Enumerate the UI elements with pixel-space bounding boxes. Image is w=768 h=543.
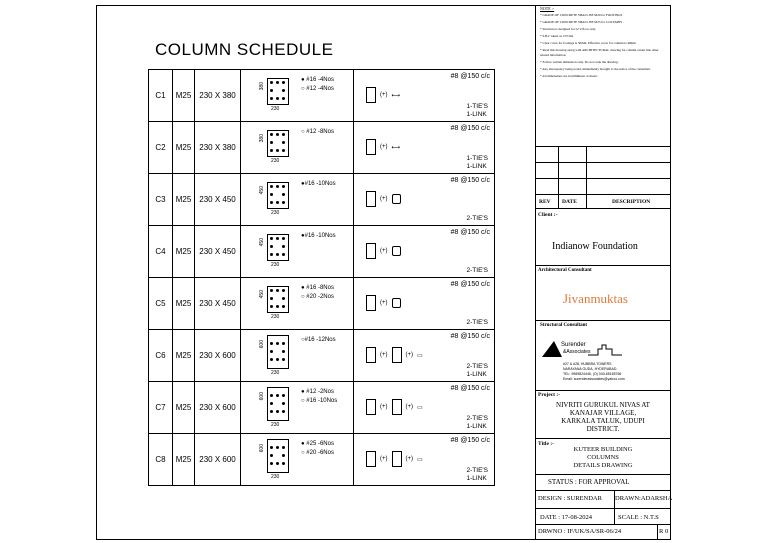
bar-spec: ● #16 -8Nos: [301, 285, 334, 291]
concrete-grade: M25: [173, 330, 195, 382]
section-depth: 450: [259, 238, 265, 247]
bar-spec: ●#16 -10Nos: [301, 233, 336, 239]
tie-shape-icon: (+) (+) ▭: [366, 399, 423, 415]
section-depth: 380: [259, 82, 265, 91]
section-outline: [267, 439, 289, 473]
tie-shape-icon: (+) (+) ▭: [366, 451, 423, 467]
divider: [657, 524, 658, 540]
concrete-grade: M25: [173, 70, 195, 122]
tie-spacing: #8 @150 c/c: [450, 73, 490, 80]
divider: [535, 194, 671, 195]
client-label: Client :-: [538, 212, 558, 218]
column-size: 230 X 600: [195, 382, 241, 434]
column-id: C6: [149, 330, 173, 382]
section-outline: [267, 182, 289, 209]
note-item: * GRADE OF CONCRETE SHALL BE M20 for FOOTINGS: [540, 13, 623, 17]
text-line: Email: surenderassociates@yahoo.com: [563, 377, 625, 381]
divider: [535, 320, 671, 321]
tie-list: [467, 415, 488, 431]
drawn-by: DRAWN:ADARSHA: [615, 495, 673, 502]
tie-spec: 1-TIE'S: [466, 155, 488, 162]
section-width: 230: [271, 262, 280, 268]
tie-detail: [354, 226, 495, 278]
tie-spec: 1-LINK: [466, 475, 487, 482]
drawing-date: DATE : 17-08-2024: [540, 514, 592, 521]
bar-spec: ● #16 -4Nos: [301, 77, 334, 83]
structural-label: Structural Consultant: [540, 323, 588, 328]
column-section: [241, 382, 354, 434]
tie-detail: [354, 122, 495, 174]
table-row: [149, 330, 495, 382]
note-item: * Structure is designed for G+2 floor only.: [540, 27, 597, 31]
column-section: [241, 122, 354, 174]
bar-spec: ○ #20 -6Nos: [301, 450, 334, 456]
client-name: Indianow Foundation: [552, 241, 638, 252]
tie-list: [467, 363, 488, 379]
column-id: C3: [149, 174, 173, 226]
bar-list: [301, 232, 336, 241]
divider: [535, 178, 671, 179]
tie-spacing: #8 @150 c/c: [450, 281, 490, 288]
divider: [535, 146, 671, 147]
project-label: Project :-: [538, 392, 561, 398]
tie-spec: 2-TIE'S: [466, 415, 488, 422]
bar-spec: ○ #16 -10Nos: [301, 398, 338, 404]
tie-spec: 1-LINK: [466, 111, 487, 118]
column-section: [241, 226, 354, 278]
section-width: 230: [271, 314, 280, 320]
column-id: C2: [149, 122, 173, 174]
note-item: * Any discrepancy being noted, immediately brought to the notice of the consultant.: [540, 67, 651, 71]
divider: [535, 438, 671, 439]
divider: [558, 146, 559, 208]
architect-label: Architectural Consultant: [538, 268, 592, 273]
tie-spec: 1-LINK: [466, 163, 487, 170]
bar-list: [301, 180, 336, 189]
drawing-title: [548, 446, 658, 470]
divider: [535, 265, 671, 266]
table-row: [149, 278, 495, 330]
column-section: [241, 434, 354, 486]
tie-spacing: #8 @150 c/c: [450, 229, 490, 236]
column-schedule-table: [148, 69, 495, 486]
tie-spec: 2-TIE'S: [466, 363, 488, 370]
concrete-grade: M25: [173, 174, 195, 226]
divider: [614, 508, 615, 524]
tie-list: [467, 155, 488, 171]
section-depth: 450: [259, 290, 265, 299]
section-outline: [267, 286, 289, 313]
text-line: COLUMNS: [587, 454, 619, 461]
note-item: * Read this drawing along with ARCHITECTURAL drawing for column center line other related information.: [540, 48, 659, 57]
note-item: * Follow written dimension only. Do not scale the drawing.: [540, 60, 619, 64]
divider: [535, 208, 671, 209]
tie-detail: [354, 330, 495, 382]
notes-heading: NOTE :-: [540, 6, 555, 11]
table-row: [149, 70, 495, 122]
tie-spacing: #8 @150 c/c: [450, 125, 490, 132]
tie-spec: 1-TIE'S: [466, 103, 488, 110]
revision-number: R 0: [659, 528, 669, 535]
text-line: KARKALA TALUK, UDUPI: [561, 417, 645, 425]
tie-list: [467, 215, 488, 223]
column-id: C5: [149, 278, 173, 330]
section-depth: 600: [259, 392, 265, 401]
note-item: * S.B.C taken as 15T/m2: [540, 34, 574, 38]
note-item: * GRADE OF CONCRETE SHALL BE M25 for COLUMNS .: [540, 20, 624, 24]
tie-list: [467, 467, 488, 483]
section-width: 230: [271, 210, 280, 216]
note-item: * All dimensions are in millimeter or meter.: [540, 74, 598, 78]
tie-shape-icon: (+) (+) ▭: [366, 347, 423, 363]
section-depth: 450: [259, 186, 265, 195]
column-section: [241, 174, 354, 226]
column-size: 230 X 380: [195, 122, 241, 174]
divider: [535, 508, 671, 509]
bar-spec: ○ #12 -8Nos: [301, 129, 334, 135]
note-item: * Clear cover for footings is 50mm. Effective cover for column is 40mm: [540, 41, 636, 45]
tie-spacing: #8 @150 c/c: [450, 437, 490, 444]
concrete-grade: M25: [173, 122, 195, 174]
bar-spec: ● #25 -6Nos: [301, 441, 334, 447]
tie-list: [467, 267, 488, 275]
concrete-grade: M25: [173, 382, 195, 434]
text-line: KUTEER BUILDING: [573, 446, 633, 453]
text-line: DETAILS DRAWING: [573, 462, 633, 469]
text-line: KANAJAR VILLAGE,: [569, 409, 637, 417]
column-size: 230 X 600: [195, 434, 241, 486]
bar-list: [301, 128, 334, 137]
tie-shape-icon: (+) ⟷: [366, 87, 400, 103]
text-line: #27 & #28, HUBBRA TOWERS: [563, 362, 612, 366]
column-size: 230 X 450: [195, 278, 241, 330]
concrete-grade: M25: [173, 434, 195, 486]
column-id: C7: [149, 382, 173, 434]
section-depth: 380: [259, 134, 265, 143]
tie-shape-icon: (+) ⟷: [366, 139, 400, 155]
table-row: [149, 122, 495, 174]
divider: [535, 524, 671, 525]
firm-name: Surender: [561, 342, 586, 348]
column-id: C4: [149, 226, 173, 278]
tie-spec: 1-LINK: [466, 423, 487, 430]
title-label: Title :-: [538, 441, 554, 447]
text-line: NARAYANA GUDA, HYDERABAD.: [563, 367, 618, 371]
section-width: 230: [271, 158, 280, 164]
tie-spacing: #8 @150 c/c: [450, 385, 490, 392]
bar-spec: ○ #12 -4Nos: [301, 86, 334, 92]
concrete-grade: M25: [173, 278, 195, 330]
divider: [535, 490, 671, 491]
section-width: 230: [271, 106, 280, 112]
tie-detail: [354, 278, 495, 330]
column-id: C8: [149, 434, 173, 486]
text-line: NIVRITI GURUKUL NIVAS AT: [556, 401, 650, 409]
section-width: 230: [271, 422, 280, 428]
tie-shape-icon: (+): [366, 243, 401, 259]
firm-address: [563, 362, 625, 382]
section-outline: [267, 335, 289, 369]
tie-spec: 1-LINK: [466, 371, 487, 378]
bar-list: [301, 336, 336, 345]
divider: [535, 162, 671, 163]
rev-header: REV: [539, 199, 551, 205]
tie-spec: 2-TIE'S: [466, 319, 488, 326]
column-size: 230 X 600: [195, 330, 241, 382]
bar-list: [301, 388, 337, 406]
tie-detail: [354, 70, 495, 122]
tie-list: [467, 319, 488, 327]
status-text: STATUS : FOR APPROVAL: [548, 478, 630, 486]
column-size: 230 X 380: [195, 70, 241, 122]
concrete-grade: M25: [173, 226, 195, 278]
column-section: [241, 330, 354, 382]
tie-detail: [354, 382, 495, 434]
section-outline: [267, 78, 289, 105]
section-depth: 600: [259, 444, 265, 453]
tie-detail: [354, 434, 495, 486]
section-outline: [267, 234, 289, 261]
drawing-scale: SCALE : N.T.S: [618, 514, 659, 521]
page-title: COLUMN SCHEDULE: [155, 40, 334, 59]
date-header: DATE: [562, 199, 577, 205]
tie-spacing: #8 @150 c/c: [450, 177, 490, 184]
bar-list: [301, 76, 334, 94]
tie-shape-icon: (+): [366, 295, 401, 311]
bar-list: [301, 284, 334, 302]
tie-shape-icon: (+): [366, 191, 401, 207]
column-section: [241, 278, 354, 330]
tie-spec: 2-TIE'S: [466, 267, 488, 274]
designer: DESIGN : SURENDAR: [538, 495, 602, 502]
section-outline: [267, 387, 289, 421]
table-row: [149, 226, 495, 278]
table-row: [149, 174, 495, 226]
column-size: 230 X 450: [195, 174, 241, 226]
description-header: DESCRIPTION: [612, 199, 651, 205]
firm-name-2: &Associates: [563, 349, 591, 355]
table-row: [149, 434, 495, 486]
bar-list: [301, 440, 334, 458]
column-id: C1: [149, 70, 173, 122]
bar-spec: ● #12 -2Nos: [301, 389, 334, 395]
bar-spec: ○#16 -12Nos: [301, 337, 336, 343]
table-row: [149, 382, 495, 434]
notes-block: [540, 6, 668, 81]
tie-detail: [354, 174, 495, 226]
text-line: TEL: 9989824446, (O) 040-65155766: [563, 372, 622, 376]
column-section: [241, 70, 354, 122]
tie-list: [467, 103, 488, 119]
divider: [535, 390, 671, 391]
tie-spacing: #8 @150 c/c: [450, 333, 490, 340]
divider: [586, 146, 587, 208]
section-outline: [267, 130, 289, 157]
text-line: DISTRICT.: [586, 425, 620, 433]
divider: [535, 474, 671, 475]
bar-spec: ○ #20 -2Nos: [301, 294, 334, 300]
tie-spec: 2-TIE'S: [466, 215, 488, 222]
project-name: [548, 401, 658, 433]
section-width: 230: [271, 474, 280, 480]
column-size: 230 X 450: [195, 226, 241, 278]
drawing-number: DRWNO : IF/UK/SA/SR-06/24: [538, 528, 622, 535]
tie-spec: 2-TIE'S: [466, 467, 488, 474]
section-width: 230: [271, 370, 280, 376]
architect-logo: Jivanmuktas: [563, 291, 628, 306]
bar-spec: ●#16 -10Nos: [301, 181, 336, 187]
section-depth: 600: [259, 340, 265, 349]
